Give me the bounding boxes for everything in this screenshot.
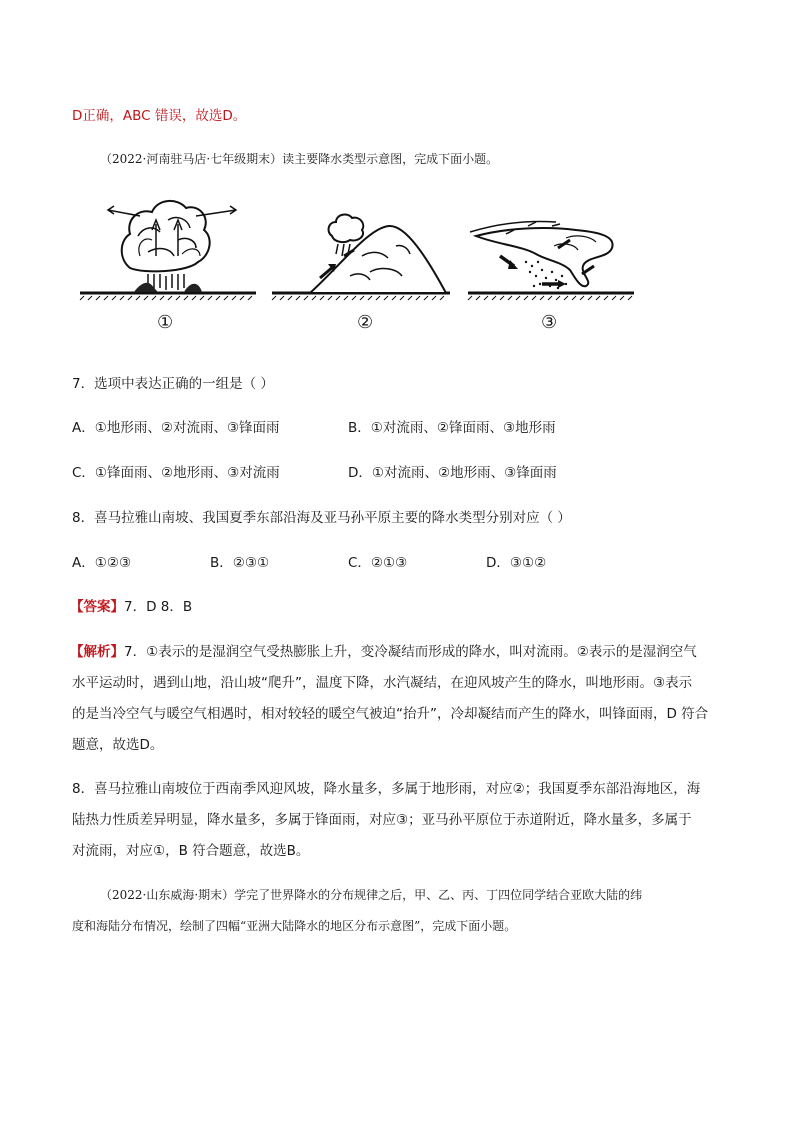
q7-option-a: A．①地形雨、②对流雨、③锋面雨 xyxy=(72,420,280,436)
question-7: 7．选项中表达正确的一组是（ ） xyxy=(72,376,274,392)
q8-option-b: B．②③① xyxy=(210,555,270,571)
q8-option-c: C．②①③ xyxy=(348,555,408,571)
figure-caption-2: ② xyxy=(357,312,374,333)
explanation-label: 【解析】 xyxy=(70,644,124,660)
convection-rain-diagram xyxy=(78,196,258,302)
q7-option-b: B．①对流雨、②锋面雨、③地形雨 xyxy=(348,420,556,436)
answer-text: 7．D 8．B xyxy=(124,599,193,615)
q7-option-c: C．①锋面雨、②地形雨、③对流雨 xyxy=(72,465,280,481)
next-intro-line-2: 度和海陆分布情况，绘制了四幅“亚洲大陆降水的地区分布示意图”，完成下面小题。 xyxy=(72,919,517,933)
explanation-line-4: 题意，故选D。 xyxy=(72,737,164,753)
q7-option-d: D．①对流雨、②地形雨、③锋面雨 xyxy=(348,465,557,481)
next-intro-line-1: （2022·山东威海·期末）学完了世界降水的分布规律之后，甲、乙、丙、丁四位同学结合亚欧大陆的纬 xyxy=(100,888,643,902)
answer-line xyxy=(70,595,192,615)
explanation-line-3: 的是当冷空气与暖空气相遇时，相对较轻的暖空气被迫“抬升”，冷却凝结而产生的降水，叫锋面雨，D 符合 xyxy=(72,706,709,722)
explanation-line-7: 对流雨，对应①，B 符合题意，故选B。 xyxy=(72,843,310,859)
figure-caption-1: ① xyxy=(157,312,174,333)
answer-label: 【答案】 xyxy=(70,599,124,615)
q8-option-a: A．①②③ xyxy=(72,555,132,571)
figure-caption-3: ③ xyxy=(541,312,558,333)
explanation-line-1 xyxy=(70,640,697,660)
q8-option-d: D．③①② xyxy=(486,555,547,571)
explanation-line-2: 水平运动时，遇到山地，沿山坡“爬升”，温度下降，水汽凝结，在迎风坡产生的降水，叫地形雨。③表示 xyxy=(72,675,693,691)
explanation-line-5: 8．喜马拉雅山南坡位于西南季风迎风坡，降水量多，多属于地形雨，对应②；我国夏季东部沿海地区，海 xyxy=(72,781,701,797)
frontal-rain-diagram xyxy=(466,214,636,302)
explanation-line-6: 陆热力性质差异明显，降水量多，多属于锋面雨，对应③；亚马孙平原位于赤道附近，降水量多，多属于 xyxy=(72,812,692,828)
explanation-text-1: 7．①表示的是湿润空气受热膨胀上升，变冷凝结而形成的降水，叫对流雨。②表示的是湿润空气 xyxy=(124,644,697,660)
orographic-rain-diagram xyxy=(270,206,452,302)
prev-answer-line: D正确，ABC 错误，故选D。 xyxy=(72,108,247,124)
question-intro: （2022·河南驻马店·七年级期末）读主要降水类型示意图，完成下面小题。 xyxy=(100,152,499,166)
question-8: 8．喜马拉雅山南坡、我国夏季东部沿海及亚马孙平原主要的降水类型分别对应（ ） xyxy=(72,510,571,526)
